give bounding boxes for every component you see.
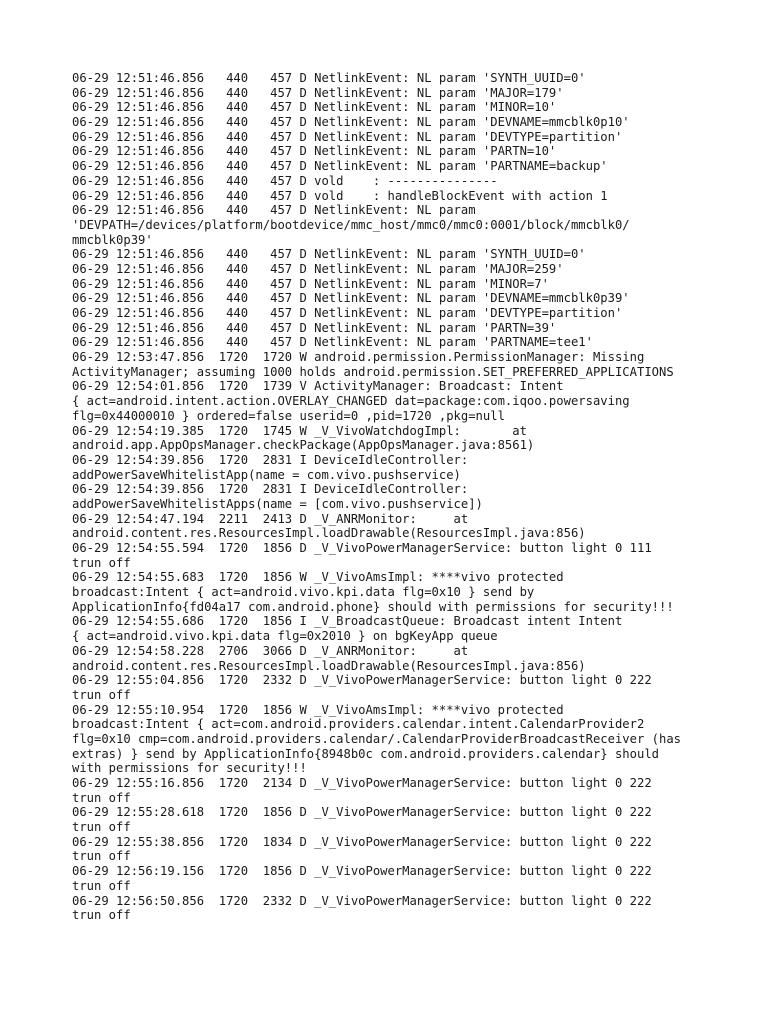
log-line: ApplicationInfo{fd04a17 com.android.phone} should with permissions for security!!! (72, 599, 674, 614)
log-line: 06-29 12:51:46.856 440 457 D NetlinkEvent: NL param 'SYNTH_UUID=0' (72, 247, 586, 262)
log-line: 06-29 12:54:19.385 1720 1745 W _V_VivoWatchdogImpl: at (72, 423, 527, 438)
log-line: mmcblk0p39' (72, 232, 153, 247)
log-line: trun off (72, 790, 131, 805)
log-line: trun off (72, 687, 131, 702)
log-line: 'DEVPATH=/devices/platform/bootdevice/mmc_host/mmc0/mmc0:0001/block/mmcblk0/ (72, 217, 630, 232)
log-line: 06-29 12:56:50.856 1720 2332 D _V_VivoPowerManagerService: button light 0 222 (72, 893, 652, 908)
log-line: 06-29 12:51:46.856 440 457 D NetlinkEvent: NL param (72, 203, 476, 218)
log-line: 06-29 12:55:10.954 1720 1856 W _V_VivoAmsImpl: ****vivo protected (72, 702, 564, 717)
log-line: 06-29 12:51:46.856 440 457 D NetlinkEvent: NL param 'DEVTYPE=partition' (72, 306, 623, 320)
log-line: broadcast:Intent { act=android.vivo.kpi.data flg=0x10 } send by (72, 585, 535, 600)
log-line: 06-29 12:51:46.856 440 457 D NetlinkEvent: NL param 'DEVNAME=mmcblk0p10' (72, 115, 630, 130)
log-line: { act=android.vivo.kpi.data flg=0x2010 } on bgKeyApp queue (72, 629, 498, 644)
log-line: 06-29 12:55:38.856 1720 1834 D _V_VivoPowerManagerService: button light 0 222 (72, 834, 652, 849)
log-line: 06-29 12:51:46.856 440 457 D NetlinkEvent: NL param 'PARTN=10' (72, 144, 557, 159)
log-line: 06-29 12:51:46.856 440 457 D vold : --------------- (72, 173, 498, 188)
log-line: 06-29 12:51:46.856 440 457 D NetlinkEvent: NL param 'MAJOR=259' (72, 261, 564, 276)
log-line: with permissions for security!!! (72, 761, 307, 776)
log-line: 06-29 12:51:46.856 440 457 D NetlinkEvent: NL param 'PARTNAME=backup' (72, 159, 608, 174)
log-line: 06-29 12:54:39.856 1720 2831 I DeviceIdleController: (72, 482, 469, 497)
log-line: 06-29 12:55:16.856 1720 2134 D _V_VivoPowerManagerService: button light 0 222 (72, 776, 652, 790)
log-line: 06-29 12:54:39.856 1720 2831 I DeviceIdleController: (72, 452, 469, 467)
log-line: 06-29 12:53:47.856 1720 1720 W android.permission.PermissionManager: Missing (72, 350, 645, 365)
log-line: android.content.res.ResourcesImpl.loadDrawable(ResourcesImpl.java:856) (72, 658, 586, 673)
log-line: addPowerSaveWhitelistApp(name = com.vivo.pushservice) (72, 467, 461, 482)
log-line: ActivityManager; assuming 1000 holds android.permission.SET_PREFERRED_APPLICATIONS (72, 364, 674, 379)
log-line: 06-29 12:54:01.856 1720 1739 V ActivityManager: Broadcast: Intent (72, 379, 564, 394)
log-line: trun off (72, 820, 131, 835)
log-line: 06-29 12:54:55.683 1720 1856 W _V_VivoAmsImpl: ****vivo protected (72, 570, 564, 585)
log-line: flg=0x10 cmp=com.android.providers.calendar/.CalendarProviderBroadcastReceiver (has (72, 731, 682, 746)
log-line: 06-29 12:51:46.856 440 457 D vold : handleBlockEvent with action 1 (72, 188, 608, 203)
log-line: trun off (72, 878, 131, 893)
log-line: 06-29 12:55:28.618 1720 1856 D _V_VivoPowerManagerService: button light 0 222 (72, 805, 652, 820)
log-line: 06-29 12:55:04.856 1720 2332 D _V_VivoPowerManagerService: button light 0 222 (72, 673, 652, 688)
log-document (72, 71, 712, 923)
log-line: flg=0x44000010 } ordered=false userid=0 ,pid=1720 ,pkg=null (72, 408, 505, 423)
log-line: android.content.res.ResourcesImpl.loadDrawable(ResourcesImpl.java:856) (72, 526, 586, 541)
log-line: android.app.AppOpsManager.checkPackage(AppOpsManager.java:8561) (72, 438, 535, 453)
log-line: 06-29 12:54:55.594 1720 1856 D _V_VivoPowerManagerService: button light 0 111 (72, 541, 652, 555)
log-line: extras) } send by ApplicationInfo{8948b0c com.android.providers.calendar} should (72, 746, 659, 761)
log-line: 06-29 12:54:47.194 2211 2413 D _V_ANRMonitor: at (72, 511, 469, 526)
log-line: 06-29 12:51:46.856 440 457 D NetlinkEvent: NL param 'MAJOR=179' (72, 85, 564, 100)
log-line: 06-29 12:51:46.856 440 457 D NetlinkEvent: NL param 'SYNTH_UUID=0' (72, 71, 586, 85)
log-line: 06-29 12:54:55.686 1720 1856 I _V_BroadcastQueue: Broadcast intent Intent (72, 614, 623, 629)
log-line: trun off (72, 849, 131, 864)
log-line: trun off (72, 908, 131, 923)
log-line: trun off (72, 555, 131, 570)
log-line: { act=android.intent.action.OVERLAY_CHANGED dat=package:com.iqoo.powersaving (72, 394, 630, 409)
log-line: 06-29 12:51:46.856 440 457 D NetlinkEvent: NL param 'DEVNAME=mmcblk0p39' (72, 291, 630, 306)
log-line: 06-29 12:51:46.856 440 457 D NetlinkEvent: NL param 'PARTNAME=tee1' (72, 335, 593, 350)
log-line: 06-29 12:51:46.856 440 457 D NetlinkEvent: NL param 'PARTN=39' (72, 320, 557, 335)
log-line: 06-29 12:51:46.856 440 457 D NetlinkEvent: NL param 'MINOR=10' (72, 100, 557, 115)
log-line: 06-29 12:51:46.856 440 457 D NetlinkEvent: NL param 'DEVTYPE=partition' (72, 129, 623, 144)
log-line: addPowerSaveWhitelistApps(name = [com.vivo.pushservice]) (72, 496, 483, 511)
log-line: 06-29 12:56:19.156 1720 1856 D _V_VivoPowerManagerService: button light 0 222 (72, 864, 652, 879)
log-line: 06-29 12:51:46.856 440 457 D NetlinkEvent: NL param 'MINOR=7' (72, 276, 549, 291)
log-line: 06-29 12:54:58.228 2706 3066 D _V_ANRMonitor: at (72, 643, 469, 658)
log-line: broadcast:Intent { act=com.android.providers.calendar.intent.CalendarProvider2 (72, 717, 645, 732)
